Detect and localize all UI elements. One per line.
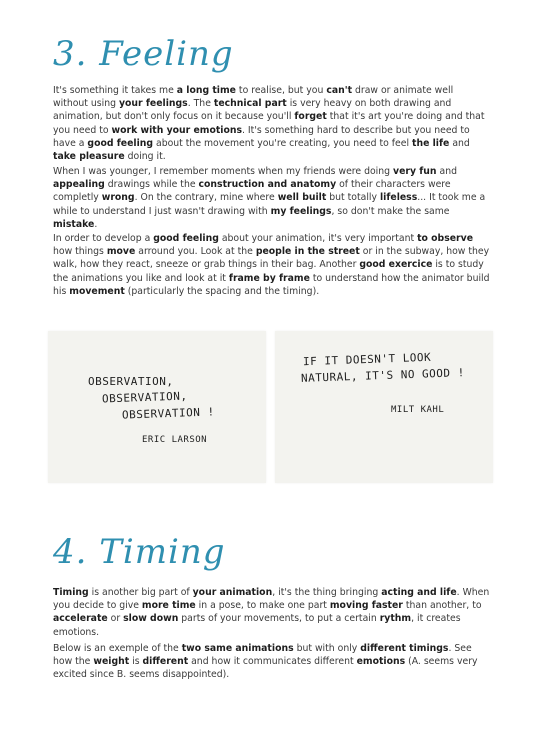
quote-author: MILT KAHL [391,405,445,415]
paragraph-younger-memory: When I was younger, I remember moments when my friends were doing very fun and appealing drawings while the construction and anatomy of their characters were completly wrong. On the contrary, mine where well built but totally lifeless... It took me a while to understand I just wasn't drawing with my feelings, so don't make the same mistake. [53,166,486,230]
section-heading-feeling: 3. Feeling [53,34,234,74]
quote-author: ERIC LARSON [142,435,208,445]
quote-line: OBSERVATION ! [121,405,215,422]
quote-card-milt-kahl [275,331,493,483]
quote-line: OBSERVATION, [88,375,174,388]
quote-line: NATURAL, IT'S NO GOOD ! [300,366,466,385]
paragraph-timing-example: Below is an exemple of the two same animations but with only different timings. See how the weight is different and how it communicates different emotions (A. seems very excited since B. seems disappointed). [53,643,478,681]
section-heading-timing: 4. Timing [53,532,226,572]
quote-line: IF IT DOESN'T LOOK [302,350,432,369]
paragraph-timing-intro: Timing is another big part of your animation, it's the thing bringing acting and life. When you decide to give more time in a pose, to make one part moving faster than another, to accelerate or slow down parts of your movements, to put a certain rythm, it creates emotions. [53,587,490,638]
paragraph-observation-advice: In order to develop a good feeling about your animation, it's very important to observe how things move arround you. Look at the people in the street or in the subway, how they walk, how they react, sneeze or grab things in their bag. Another good exercice is to study the animations you like and look at it frame by frame to understand how the animator build his movement (particularly the spacing and the timing). [53,233,490,297]
quote-card-eric-larson [48,331,266,483]
quote-line: OBSERVATION, [101,389,188,406]
paragraph-feelings-intro: It's something it takes me a long time to realise, but you can't draw or animate well without using your feelings. The technical part is very heavy on both drawing and animation, but don't only focus on it because you'll forget that it's art you're doing and that you need to work with your emotions. It's something hard to describe but you need to have a good feeling about the movement you're creating, you need to feel the life and take pleasure doing it. [53,85,485,163]
